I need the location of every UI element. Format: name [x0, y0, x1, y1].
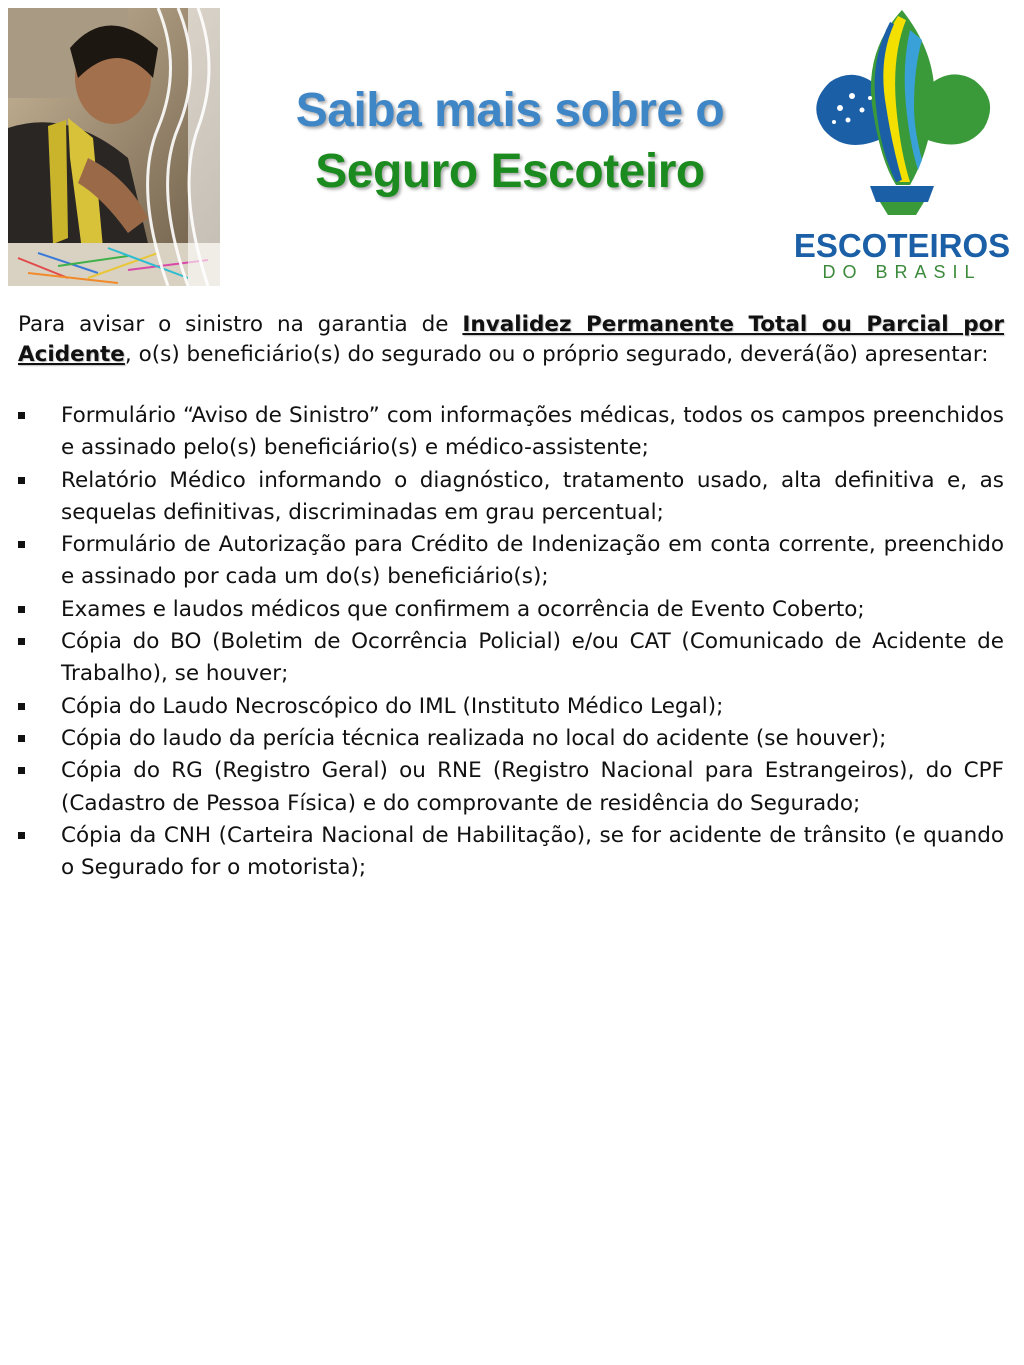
- bullet-icon: [18, 703, 25, 710]
- list-item: [18, 465, 1004, 530]
- list-item-text: Cópia do laudo da perícia técnica realizada no local do acidente (se houver);: [61, 725, 887, 751]
- list-item: [18, 400, 1004, 465]
- list-item: [18, 594, 1004, 626]
- fleur-de-lis-icon: [810, 10, 994, 215]
- title-line-1: Saiba mais sobre o: [295, 84, 725, 137]
- bullet-icon: [18, 832, 25, 839]
- list-item-text: Cópia da CNH (Carteira Nacional de Habilitação), se for acidente de trânsito (e quando o Segurado for o motorista);: [61, 822, 1004, 881]
- intro-bold-term: Invalidez Permanente Total ou Parcial por Acidente: [18, 312, 1004, 367]
- list-item: [18, 723, 1004, 755]
- bullet-icon: [18, 541, 25, 548]
- intro-paragraph: [18, 310, 1004, 370]
- list-item: [18, 626, 1004, 691]
- list-item: [18, 820, 1004, 885]
- title-line-2: Seguro Escoteiro: [315, 145, 705, 198]
- list-item: [18, 529, 1004, 594]
- bullet-icon: [18, 606, 25, 613]
- intro-before: Para avisar o sinistro na garantia de: [18, 312, 463, 337]
- bullet-icon: [18, 638, 25, 645]
- requirements-list: [18, 400, 1004, 884]
- list-item: [18, 755, 1004, 820]
- list-item-text: Formulário “Aviso de Sinistro” com informações médicas, todos os campos preenchidos e assinado pelo(s) beneficiário(s) e médico-assistente;: [61, 403, 1004, 461]
- list-item-text: Cópia do Laudo Necroscópico do IML (Instituto Médico Legal);: [61, 693, 724, 719]
- list-item: [18, 691, 1004, 723]
- logo-subtitle: DO BRASIL: [822, 262, 982, 282]
- bullet-icon: [18, 477, 25, 484]
- list-item-text: Cópia do RG (Registro Geral) ou RNE (Registro Nacional para Estrangeiros), do CPF (Cadastro de Pessoa Física) e do comprovante de residência do Segurado;: [61, 758, 1004, 816]
- scout-photo: [8, 8, 220, 286]
- list-item-text: Cópia do BO (Boletim de Ocorrência Policial) e/ou CAT (Comunicado de Acidente de Trabalho), se houver;: [61, 629, 1004, 687]
- bullet-icon: [18, 412, 25, 419]
- list-item-text: Exames e laudos médicos que confirmem a ocorrência de Evento Coberto;: [61, 596, 865, 622]
- list-item-text: Formulário de Autorização para Crédito de Indenização em conta corrente, preenchido e assinado por cada um do(s) beneficiário(s);: [61, 532, 1004, 590]
- escoteiros-logo: [786, 10, 1018, 282]
- document-body: [18, 310, 1004, 884]
- logo-wordmark: ESCOTEIROS: [793, 227, 1011, 264]
- list-item-text: Relatório Médico informando o diagnóstico, tratamento usado, alta definitiva e, as sequelas definitivas, discriminadas em grau percentual;: [61, 467, 1004, 525]
- bullet-icon: [18, 735, 25, 742]
- intro-after: , o(s) beneficiário(s) do segurado ou o próprio segurado, deverá(ão) apresentar:: [124, 342, 989, 367]
- bullet-icon: [18, 767, 25, 774]
- page-title: [250, 82, 770, 204]
